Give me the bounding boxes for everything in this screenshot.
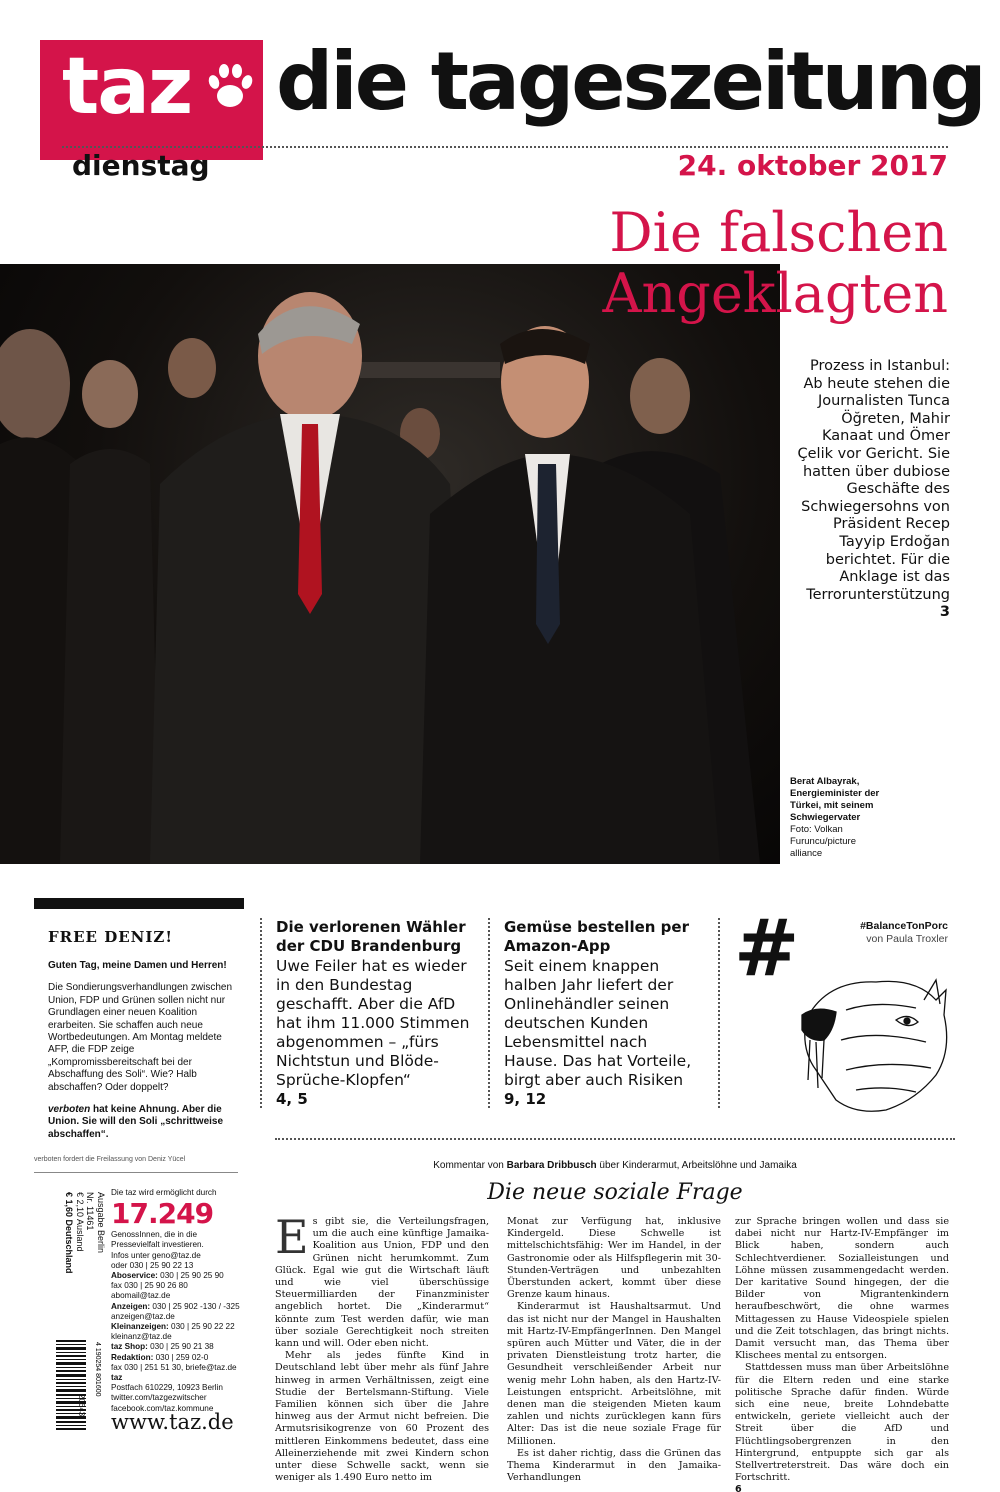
taz-label: taz	[111, 1373, 123, 1383]
issue-number: Nr. 11461	[85, 1192, 96, 1231]
issue-date: 24. oktober 2017	[677, 149, 948, 182]
story-2-headline[interactable]: Gemüse bestellen per Amazon-App	[504, 918, 689, 955]
klein-mail[interactable]: kleinanz@taz.de	[111, 1332, 172, 1342]
story-2-text: Seit einem knappen halben Jahr liefert der Onlinehändler seinen deutschen Kunden Lebensmittel nach Hause. Das hat Vorteile, birgt aber auch Risiken	[504, 957, 692, 1089]
story-1-text: Uwe Feiler hat es wieder in den Bundestag geschafft. Aber die AfD hat ihm 11.000 Stimmen abgenommen – „fürs Nichtstun und Blöde-Sprüche-Klopfen“	[276, 957, 470, 1089]
facebook-link[interactable]: facebook.com/taz.kommune	[111, 1403, 214, 1413]
anz-label: Anzeigen:	[111, 1301, 151, 1311]
story-1-pages[interactable]: 4, 5	[276, 1090, 308, 1108]
lead-teaser	[790, 358, 950, 622]
col2-paragraph-3: Es ist daher richtig, dass die Grünen das Thema Kinderarmut in den Jamaika-Verhandlungen	[507, 1447, 721, 1484]
lead-photo	[0, 264, 780, 864]
story-1-headline[interactable]: Die verlorenen Wähler der CDU Brandenburg	[276, 918, 466, 955]
col2-paragraph-2: Kinderarmut ist Haushaltsarmut. Und das ist nicht nur der Mangel in Haushalten mit Hartz-IV-EmpfängerInnen. Den Mangel spüren auch Mütter und Väter, die in der privaten Dienstleistung trotz harter, die Gesundheit verschleißender Arbeit nur wenig mehr Lohn haben, als den Hartz-IV-Leistungen entspricht. Arbeitslöhne, mit denen man die steigenden Mieten kaum zahlen und nichts zurücklegen kann fürs Alter: Das ist die neue soziale Frage für Millionen.	[507, 1301, 721, 1447]
shop-phone: 030 | 25 90 21 38	[147, 1342, 214, 1352]
cartoon-author: von Paula Troxler	[866, 933, 948, 945]
column-divider-3	[718, 918, 720, 1108]
cartoon-title	[860, 920, 948, 946]
comment-column-3	[735, 1216, 949, 1492]
story-1-summary	[276, 957, 476, 1109]
redaktion-label: Redaktion:	[111, 1352, 154, 1362]
supported-by: Die taz wird ermöglicht durch	[111, 1188, 217, 1197]
sidebar-divider	[34, 1172, 238, 1173]
paw-icon	[206, 62, 254, 112]
verboten-text: hat keine Ahnung. Aber die Union. Sie will den Soli „schrittweise abschaffen“.	[48, 1104, 224, 1140]
caption-text: Berat Albayrak, Energieminister der Türkei, mit seinem Schwiegervater	[790, 776, 880, 823]
imprint	[111, 1188, 241, 1414]
comment-intro-pre: Kommentar von	[433, 1160, 507, 1171]
twitter-link[interactable]: twitter.com/tazgezwitscher	[111, 1393, 207, 1403]
taz-logo-text: taz	[62, 42, 192, 132]
dropcap: E	[275, 1210, 309, 1264]
shop-label: taz Shop:	[111, 1342, 148, 1352]
klein-phone: 030 | 25 90 22 22	[168, 1322, 235, 1332]
barcode-addon: 20643	[77, 1394, 86, 1417]
teaser-text: Prozess in Istanbul: Ab heute stehen die Journalisten Tunca Öğreten, Mahir Kanaat und Ömer Çelik vor Gericht. Sie hatten über dubiose Geschäfte des Schwiegersohns von Präsident Recep Tayyip Erdoğan berichtet. Für die Anklage ist das Terrorunterstützung	[797, 358, 950, 603]
pig-cartoon-illustration	[796, 960, 952, 1118]
sidebar-bar	[34, 898, 244, 909]
sidebar-note: verboten fordert die Freilassung von Deniz Yücel	[34, 1156, 186, 1163]
price-germany: € 1,60 Deutschland	[64, 1192, 75, 1274]
redaktion-fax: fax 030 | 251 51 30, briefe@taz.de	[111, 1362, 237, 1372]
barcode-number: 4 190254 801600	[94, 1342, 101, 1397]
weekday: dienstag	[72, 149, 210, 182]
col3-paragraph-1: zur Sprache bringen wollen und dass sie dabei nicht nur Hartz-IV-Empfänger im Blick haben, sondern auch Schlechtverdiener. Sozialleistungen und Löhne müssen zusammengedacht werden. Der karitative Sound hingegen, der die Bilder von Migrantenkindern heraufbeschwört, die ohne warmes Mittagessen zu Hause Videospiele spielen und die Zeit totschlagen, das bringt nichts. Damit versucht man, das Thema über Klischees mental zu entsorgen.	[735, 1216, 949, 1362]
masthead-divider	[62, 146, 948, 148]
cartoon-hashtag: #BalanceTonPorc	[860, 920, 948, 932]
redaktion-phone: 030 | 259 02-0	[153, 1352, 209, 1362]
main-headline	[603, 202, 949, 324]
verboten-word: verboten	[48, 1104, 91, 1116]
teaser-page-ref[interactable]: 3	[939, 604, 950, 621]
story-2-summary	[504, 957, 704, 1109]
photo-illustration	[0, 264, 780, 864]
sidebar-title: FREE DENIZ!	[48, 928, 173, 946]
barcode	[56, 1340, 102, 1430]
klein-label: Kleinanzeigen:	[111, 1322, 169, 1332]
abo-label: Aboservice:	[111, 1271, 158, 1281]
photo-caption	[790, 776, 890, 860]
comment-intro-post: über Kinderarmut, Arbeitslöhne und Jamaika	[596, 1160, 797, 1171]
members-text: GenossInnen, die in die Pressevielfalt investieren.	[111, 1230, 204, 1250]
photo-credit: Foto: Volkan Furuncu/picture alliance	[790, 824, 857, 859]
info-phone: oder 030 | 25 90 22 13	[111, 1260, 194, 1270]
comment-column-2	[507, 1216, 721, 1484]
newspaper-title: die tageszeitung	[276, 35, 984, 128]
col3-paragraph-2: Stattdessen muss man über Arbeitslöhne für die Eltern reden und eine starke politische Sprache dafür finden. Würde sich eine neue, breite Lohndebatte entwickeln, geriete vielleicht auch der Streit über die AfD und Flüchtlingsobergrenzen in den Hintergrund, entpuppte sich gar als Stellvertreterstreit. Das wäre doch ein Fortschritt.	[735, 1362, 949, 1484]
headline-line-1: Die falschen	[609, 201, 948, 264]
col1-paragraph-1: s gibt sie, die Verteilungsfragen, um die auch eine künftige Jamaika-Koalition aus Union, FDP und den Grünen nicht herumkommt. Zum Glück. Egal wie gut die Wirtschaft läuft und wie viel überschüssige Steuermilliarden der Finanzminister angeblich hortet. Die „Kinderarmut“ könnte zum Test werden dafür, wie man über soziale Gerechtigkeit noch streiten kann und will. Oder eben nicht.	[275, 1216, 489, 1350]
story-2-pages[interactable]: 9, 12	[504, 1090, 547, 1108]
col2-paragraph-1: Monat zur Verfügung hat, inklusive Kindergeld. Diese Schwelle ist mittelschichtsfähig: Wer im Handel, in der Gastronomie oder als Hilfspflegerin mit 30-Stunden-Verträgen und unbezahlten Überstunden ackert, kommt über diese Grenze kaum hinaus.	[507, 1216, 721, 1301]
column-divider-1	[260, 918, 262, 1108]
info-line: Infos unter geno@taz.de	[111, 1250, 201, 1260]
price-abroad: € 2,10 Ausland	[75, 1192, 85, 1252]
postal-address: Postfach 610229, 10923 Berlin	[111, 1383, 223, 1393]
col1-paragraph-2: Mehr als jedes fünfte Kind in Deutschland lebt über mehr als fünf Jahre hinweg in armen Verhältnissen, zeigt eine Studie der Bertelsmann-Stiftung. Viele Familien können sich über die Jahre hinweg aus der Armut nicht befreien. Die Armutsrisikogrenze von 60 Prozent des mittleren Einkommens bedeutet, dass eine Alleinerziehende mit zwei Kindern schon unter diese Schwelle sackt, wenn sie weniger als 1.490 Euro netto im	[275, 1350, 489, 1484]
headline-line-2: Angeklagten	[602, 262, 948, 325]
comment-page-ref[interactable]: 6	[735, 1484, 742, 1492]
edition: Ausgabe Berlin	[96, 1192, 106, 1254]
abo-mail[interactable]: abomail@taz.de	[111, 1291, 171, 1301]
hashtag-symbol: #	[734, 904, 800, 994]
column-divider-2	[488, 918, 490, 1108]
member-count: 17.249	[111, 1197, 214, 1231]
anz-phone: 030 | 25 902 -130 / -325	[150, 1301, 240, 1311]
comment-column-1	[275, 1210, 489, 1484]
anz-mail[interactable]: anzeigen@taz.de	[111, 1311, 175, 1321]
comment-author: Barbara Dribbusch	[506, 1160, 597, 1171]
abo-fax: fax 030 | 25 90 26 80	[111, 1281, 188, 1291]
abo-phone: 030 | 25 90 25 90	[157, 1271, 224, 1281]
comment-divider	[275, 1138, 955, 1140]
sidebar-column	[48, 960, 238, 1151]
sidebar-body: Die Sondierungsverhandlungen zwischen Union, FDP und Grünen sollen nicht nur Grundlagen einer neuen Koalition erarbeiten. Sie schaffen auch neue Wortbedeutungen. Am Montag meldete AFP, die FDP zeige „Kompromissbereitschaft bei der Abschaffung des Soli“. Wie? Halb abschaffen? Oder doppelt?	[48, 982, 233, 1093]
comment-intro	[275, 1160, 955, 1171]
website-link[interactable]: www.taz.de	[111, 1410, 234, 1434]
sidebar-greeting: Guten Tag, meine Damen und Herren!	[48, 960, 227, 971]
comment-title: Die neue soziale Frage	[487, 1180, 743, 1205]
